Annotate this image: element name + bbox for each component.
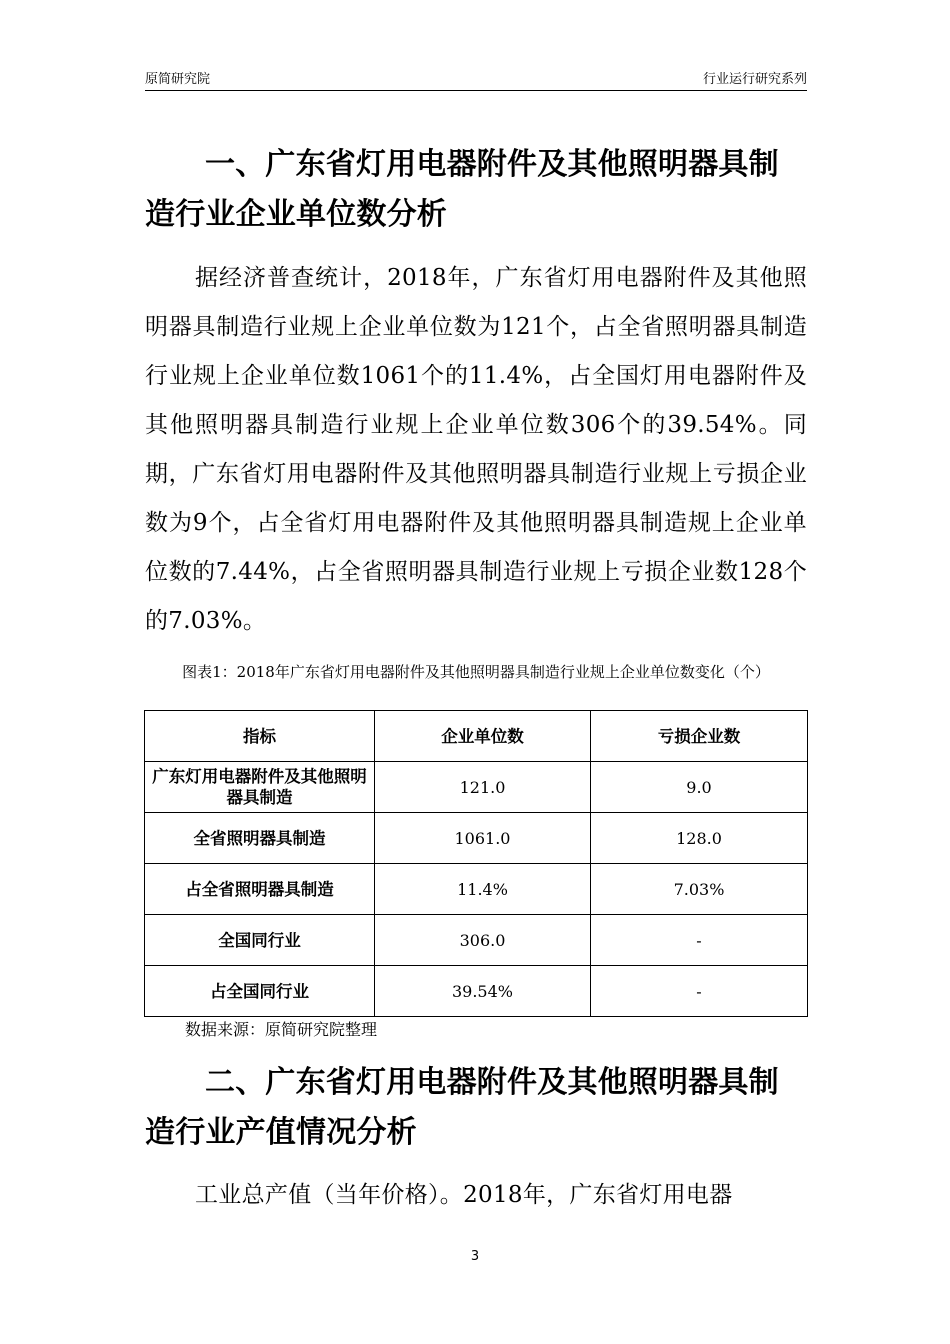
column-header-indicator: 指标 xyxy=(145,711,375,762)
column-header-enterprise-count: 企业单位数 xyxy=(375,711,591,762)
section-2-title: 二、广东省灯用电器附件及其他照明器具制造行业产值情况分析 xyxy=(145,1065,779,1150)
page-number: 3 xyxy=(470,1249,480,1264)
table-source-note: 数据来源：原简研究院整理 xyxy=(185,1020,378,1039)
enterprise-count-cell: 39.54% xyxy=(375,966,591,1017)
table-caption: 图表1：2018年广东省灯用电器附件及其他照明器具制造行业规上企业单位数变化（个） xyxy=(182,663,770,681)
row-label: 占全省照明器具制造 xyxy=(145,864,375,915)
enterprise-count-cell: 306.0 xyxy=(375,915,591,966)
table-row xyxy=(145,915,808,966)
loss-enterprise-count-cell: - xyxy=(591,966,808,1017)
table-header-row xyxy=(145,711,808,762)
enterprise-count-table xyxy=(144,710,808,1017)
loss-enterprise-count-cell: - xyxy=(591,915,808,966)
row-label: 广东灯用电器附件及其他照明器具制造 xyxy=(145,762,375,813)
table-row xyxy=(145,966,808,1017)
page-header xyxy=(145,70,807,90)
section-2-paragraph: 工业总产值（当年价格）。2018年，广东省灯用电器 xyxy=(195,1182,733,1208)
enterprise-count-cell: 121.0 xyxy=(375,762,591,813)
enterprise-count-cell: 11.4% xyxy=(375,864,591,915)
table-row xyxy=(145,864,808,915)
header-series-title: 行业运行研究系列 xyxy=(702,72,807,87)
loss-enterprise-count-cell: 7.03% xyxy=(591,864,808,915)
header-divider xyxy=(145,90,807,91)
row-label: 全国同行业 xyxy=(145,915,375,966)
table-row xyxy=(145,762,808,813)
enterprise-count-cell: 1061.0 xyxy=(375,813,591,864)
section-1-paragraph: 据经济普查统计，2018年，广东省灯用电器附件及其他照明器具制造行业规上企业单位数为121个，占全省照明器具制造行业规上企业单位数1061个的11.4%，占全国灯用电器附件及其他照明器具制造行业规上企业单位数306个的39.54%。同期，广东省灯用电器附件及其他照明器具制造行业规上亏损企业数为9个，占全省灯用电器附件及其他照明器具制造规上企业单位数的7.44%，占全省照明器具制造行业规上亏损企业数128个的7.03%。 xyxy=(145,265,807,634)
loss-enterprise-count-cell: 9.0 xyxy=(591,762,808,813)
loss-enterprise-count-cell: 128.0 xyxy=(591,813,808,864)
header-organization: 原简研究院 xyxy=(145,72,211,87)
section-1-title: 一、广东省灯用电器附件及其他照明器具制造行业企业单位数分析 xyxy=(145,147,779,232)
table-row xyxy=(145,813,808,864)
column-header-loss-enterprise-count: 亏损企业数 xyxy=(591,711,808,762)
row-label: 占全国同行业 xyxy=(145,966,375,1017)
row-label: 全省照明器具制造 xyxy=(145,813,375,864)
